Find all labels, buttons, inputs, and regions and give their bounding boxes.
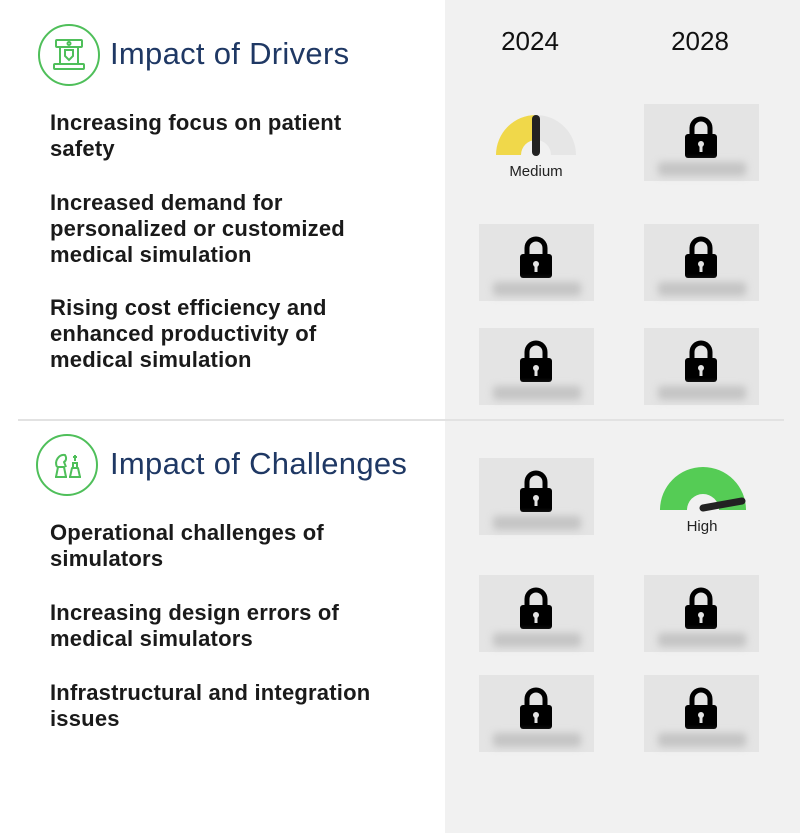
locked-impact-cell[interactable] <box>644 675 759 752</box>
drivers-icon <box>38 24 100 86</box>
lock-icon <box>683 340 719 384</box>
lock-icon <box>518 236 554 280</box>
challenge-item-label: Increasing design errors of medical simulators <box>50 600 340 651</box>
locked-impact-cell[interactable] <box>479 675 594 752</box>
gauge-high-label: High <box>686 518 718 535</box>
year-2028-header: 2028 <box>671 26 729 56</box>
drivers-section-title: Impact of Drivers <box>110 36 350 71</box>
chess-strategy-icon <box>36 434 98 496</box>
locked-impact-cell[interactable] <box>644 224 759 301</box>
lock-icon <box>683 687 719 731</box>
blurred-value <box>658 282 746 296</box>
blurred-value <box>493 386 581 400</box>
challenge-item-label: Infrastructural and integration issues <box>50 680 371 731</box>
section-divider <box>18 419 784 421</box>
blurred-value <box>658 162 746 176</box>
blurred-value <box>493 282 581 296</box>
driver-item-label: Rising cost efficiency and enhanced productivity of medical simulation <box>50 295 327 372</box>
driver-item-label: Increased demand for personalized or customized medical simulation <box>50 190 345 267</box>
blurred-value <box>493 516 581 530</box>
blurred-value <box>493 633 581 647</box>
high-gauge <box>658 465 748 513</box>
driver-item-label: Increasing focus on patient safety <box>50 110 342 161</box>
gauge-medium-label: Medium <box>509 163 563 180</box>
locked-impact-cell[interactable] <box>479 458 594 535</box>
lock-icon <box>518 687 554 731</box>
locked-impact-cell[interactable] <box>479 224 594 301</box>
locked-impact-cell[interactable] <box>644 328 759 405</box>
lock-icon <box>683 116 719 160</box>
locked-impact-cell[interactable] <box>644 104 759 181</box>
year-2024-header: 2024 <box>501 26 559 56</box>
lock-icon <box>518 470 554 514</box>
medium-gauge <box>493 112 579 158</box>
locked-impact-cell[interactable] <box>644 575 759 652</box>
blurred-value <box>493 733 581 747</box>
lock-icon <box>518 587 554 631</box>
blurred-value <box>658 386 746 400</box>
locked-impact-cell[interactable] <box>479 575 594 652</box>
lock-icon <box>518 340 554 384</box>
challenges-section-title: Impact of Challenges <box>110 446 408 481</box>
blurred-value <box>658 733 746 747</box>
challenge-item-label: Operational challenges of simulators <box>50 520 324 571</box>
lock-icon <box>683 587 719 631</box>
blurred-value <box>658 633 746 647</box>
lock-icon <box>683 236 719 280</box>
locked-impact-cell[interactable] <box>479 328 594 405</box>
